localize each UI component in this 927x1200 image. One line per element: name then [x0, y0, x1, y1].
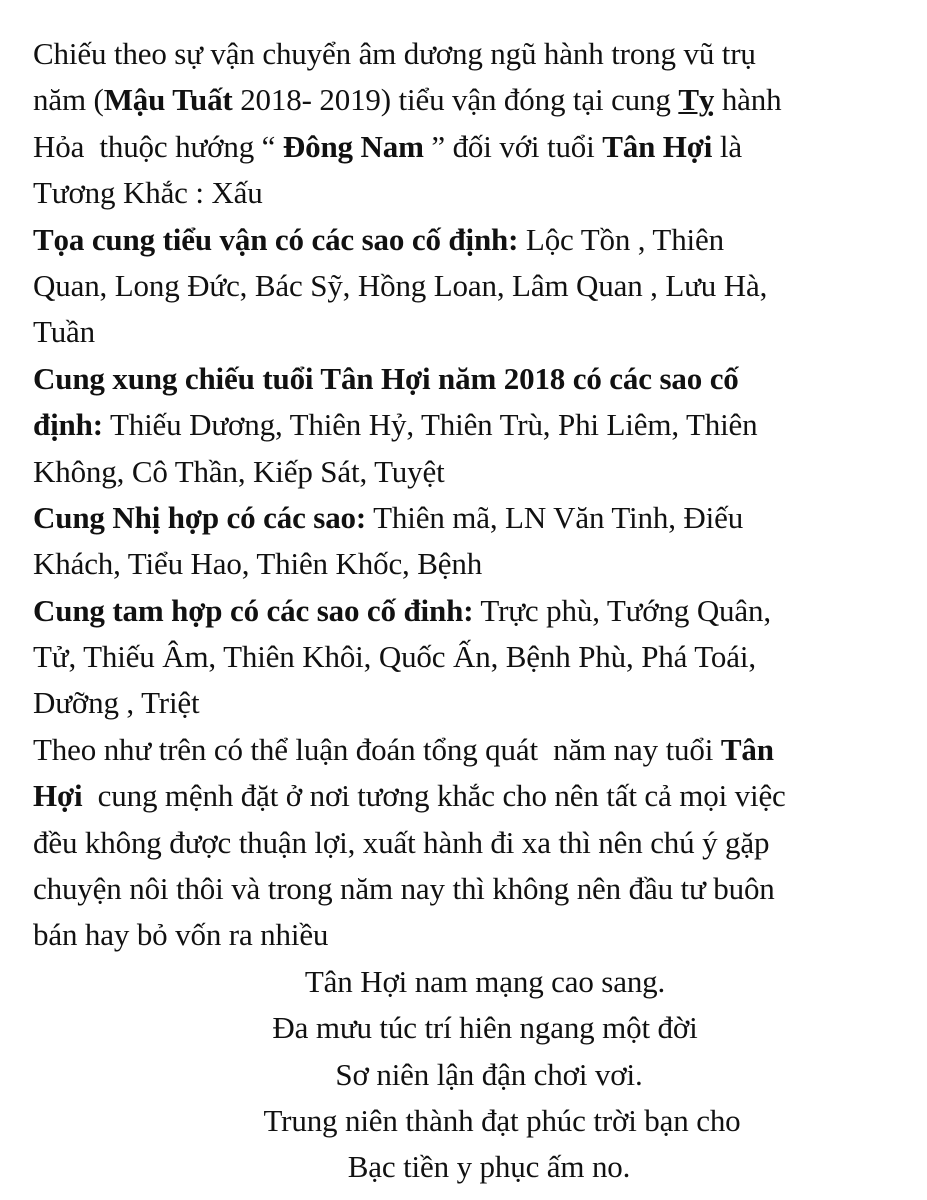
section-heading: định: [33, 407, 103, 443]
nhi-hop-section [33, 495, 913, 588]
text-line [33, 402, 913, 448]
poem-line: Tân Hợi nam mạng cao sang. [304, 963, 666, 999]
text-line [33, 449, 913, 495]
age-name-bold: Tân Hợi [602, 128, 713, 164]
section-heading: Tọa cung tiểu vận có các sao cố định: [33, 221, 519, 257]
text-line [33, 820, 913, 866]
text-run: Tương Khắc : Xấu [33, 175, 263, 211]
text-line [33, 217, 913, 263]
text-line [33, 170, 913, 216]
conclusion-paragraph [33, 727, 913, 959]
text-line [33, 356, 913, 402]
text-line [33, 495, 913, 541]
text-line [33, 124, 913, 170]
poem-block [33, 959, 913, 1191]
text-run: 2018- 2019) tiểu vận đóng tại cung [232, 82, 679, 118]
section-heading: Cung xung chiếu tuổi Tân Hợi năm 2018 có các sao cố [33, 360, 739, 396]
xung-chieu-section [33, 356, 913, 495]
text-run: Dưỡng , Triệt [33, 685, 200, 721]
text-line [33, 31, 913, 77]
section-heading: Cung tam hợp có các sao cố đinh: [33, 592, 474, 628]
text-run: Tuần [33, 314, 96, 350]
age-name-bold: Hợi [33, 778, 83, 814]
year-name-bold: Mậu Tuất [103, 82, 233, 118]
text-run: Lộc Tồn , Thiên [518, 221, 724, 257]
poem-line: Sơ niên lận đận chơi vơi. [335, 1056, 643, 1092]
text-line [33, 912, 913, 958]
text-run: là [712, 128, 742, 164]
text-run: Thiếu Dương, Thiên Hỷ, Thiên Trù, Phi Liêm, Thiên [102, 407, 758, 443]
text-run: cung mệnh đặt ở nơi tương khắc cho nên tất cả mọi việc [82, 778, 786, 814]
text-line [33, 309, 913, 355]
text-run: ” đối với tuổi [423, 128, 603, 164]
text-run: Theo như trên có thể luận đoán tổng quát năm nay tuổi [33, 731, 721, 767]
section-heading: Cung Nhị hợp có các sao: [33, 499, 367, 535]
text-line [33, 727, 913, 773]
text-line [33, 680, 913, 726]
toa-cung-section [33, 217, 913, 356]
text-run: đều không được thuận lợi, xuất hành đi xa thì nên chú ý gặp [33, 824, 770, 860]
text-run: Thiên mã, LN Văn Tinh, Điếu [366, 499, 744, 535]
poem-line: Trung niên thành đạt phúc trời bạn cho [263, 1102, 741, 1138]
text-run: Không, Cô Thần, Kiếp Sát, Tuyệt [33, 453, 445, 489]
text-line [33, 773, 913, 819]
text-line [33, 541, 913, 587]
text-run: Quan, Long Đức, Bác Sỹ, Hồng Loan, Lâm Quan , Lưu Hà, [33, 267, 768, 303]
intro-paragraph [33, 31, 913, 217]
text-run: Trực phù, Tướng Quân, [473, 592, 771, 628]
text-run: hành [714, 82, 782, 118]
poem-line: Đa mưu túc trí hiên ngang một đời [272, 1010, 698, 1046]
text-line [33, 77, 913, 123]
text-run: năm ( [33, 82, 104, 118]
tam-hop-section [33, 588, 913, 727]
text-run: Chiếu theo sự vận chuyển âm dương ngũ hành trong vũ trụ [33, 36, 756, 71]
palace-name-bold: Tỵ [678, 82, 715, 118]
age-name-bold: Tân [720, 731, 774, 767]
text-line [33, 866, 913, 912]
poem-line: Bạc tiền y phục ấm no. [347, 1149, 631, 1185]
direction-bold: Đông Nam [282, 128, 424, 164]
text-line [33, 634, 913, 680]
text-run: chuyện nôi thôi và trong năm nay thì không nên đầu tư buôn [33, 871, 775, 907]
document-body [33, 31, 913, 1191]
text-run: Khách, Tiểu Hao, Thiên Khốc, Bệnh [33, 546, 483, 582]
text-run: bán hay bỏ vốn ra nhiều [33, 917, 329, 953]
text-run: Hỏa thuộc hướng “ [33, 128, 283, 164]
text-line [33, 588, 913, 634]
text-run: Tử, Thiếu Âm, Thiên Khôi, Quốc Ấn, Bệnh Phù, Phá Toái, [33, 639, 756, 675]
text-line [33, 263, 913, 309]
